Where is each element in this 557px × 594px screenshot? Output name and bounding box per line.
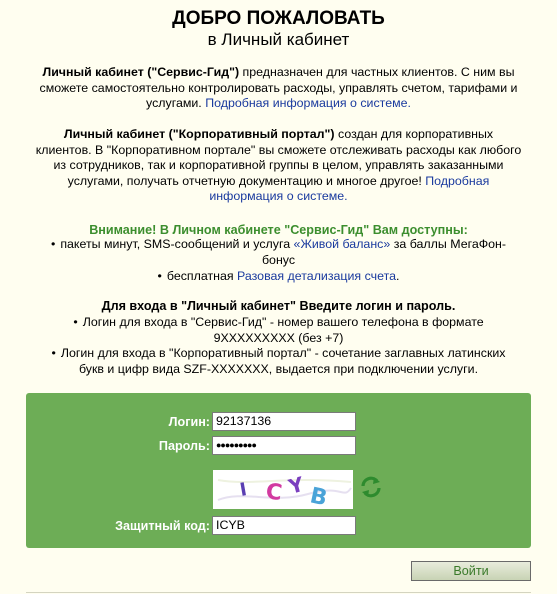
- corporate-portal-info-link-2[interactable]: информация о системе.: [209, 189, 348, 204]
- bullet-icon: •: [50, 237, 56, 251]
- captcha-letter: I: [238, 479, 249, 501]
- divider: [26, 592, 531, 593]
- login-info-heading: Для входа в "Личный кабинет" Введите логин и пароль.: [101, 299, 456, 313]
- captcha-letter: C: [264, 479, 284, 507]
- bullet-icon: •: [73, 315, 78, 329]
- captcha-input[interactable]: ICYB: [212, 516, 356, 535]
- captcha-letter: Y: [286, 471, 307, 499]
- captcha-image: [213, 470, 353, 509]
- page-subtitle: в Личный кабинет: [207, 30, 350, 49]
- captcha-label: Защитный код:: [115, 519, 210, 533]
- attention-bullet-2: • бесплатная Разовая детализация счета.: [157, 269, 400, 283]
- corporate-portal-name: Личный кабинет ("Корпоративный портал"): [63, 127, 335, 141]
- captcha-letter: B: [307, 483, 330, 509]
- bullet-icon: •: [51, 346, 56, 360]
- attention-bullet-1: • пакеты минут, SMS-сообщений и услуга «Живой баланс» за баллы МегаФон- бонус: [50, 237, 507, 267]
- page-title: ДОБРО ПОЖАЛОВАТЬ: [172, 8, 385, 29]
- refresh-icon[interactable]: [359, 475, 383, 499]
- login-input[interactable]: 92137136: [212, 412, 356, 431]
- intro-service-guide: Личный кабинет ("Сервис-Гид") предназначен для частных клиентов. С ним вы сможете самостоятельно контролировать расходы, управлять счетом, тарифами и услугами. Подробная информация о системе.: [39, 65, 518, 111]
- password-input[interactable]: ●●●●●●●●●: [212, 436, 356, 455]
- login-label: Логин:: [168, 415, 210, 429]
- service-guide-info-link[interactable]: Подробная информация о системе.: [205, 96, 411, 111]
- intro-corporate-portal: Личный кабинет ("Корпоративный портал") создан для корпоративных клиентов. В "Корпоративном портале" вы сможете отслеживать расходы как любого из сотрудников, так и корпоративной группы в целом, управлять заказанными услугами, получать отчетную документацию и многое другое! Подробная информация о системе.: [35, 127, 522, 204]
- live-balance-link[interactable]: «Живой баланс»: [293, 237, 391, 251]
- service-guide-name: Личный кабинет ("Сервис-Гид"): [42, 65, 240, 79]
- login-info-item-2: • Логин для входа в "Корпоративный портал" - сочетание заглавных латинских букв и цифр вида SZF-XXXXXXX, выдается при подключении услуги.: [51, 346, 506, 376]
- login-info-item-1: • Логин для входа в "Сервис-Гид" - номер вашего телефона в формате 9XXXXXXXXX (без +7): [73, 315, 484, 345]
- password-label: Пароль:: [158, 439, 210, 453]
- corporate-portal-info-link-1[interactable]: Подробная: [425, 173, 490, 188]
- login-button[interactable]: Войти: [411, 561, 531, 581]
- bullet-icon: •: [157, 269, 162, 283]
- attention-heading: Внимание! В Личном кабинете "Сервис-Гид" Вам доступны:: [89, 223, 468, 237]
- detailing-link[interactable]: Разовая детализация счета: [237, 269, 397, 283]
